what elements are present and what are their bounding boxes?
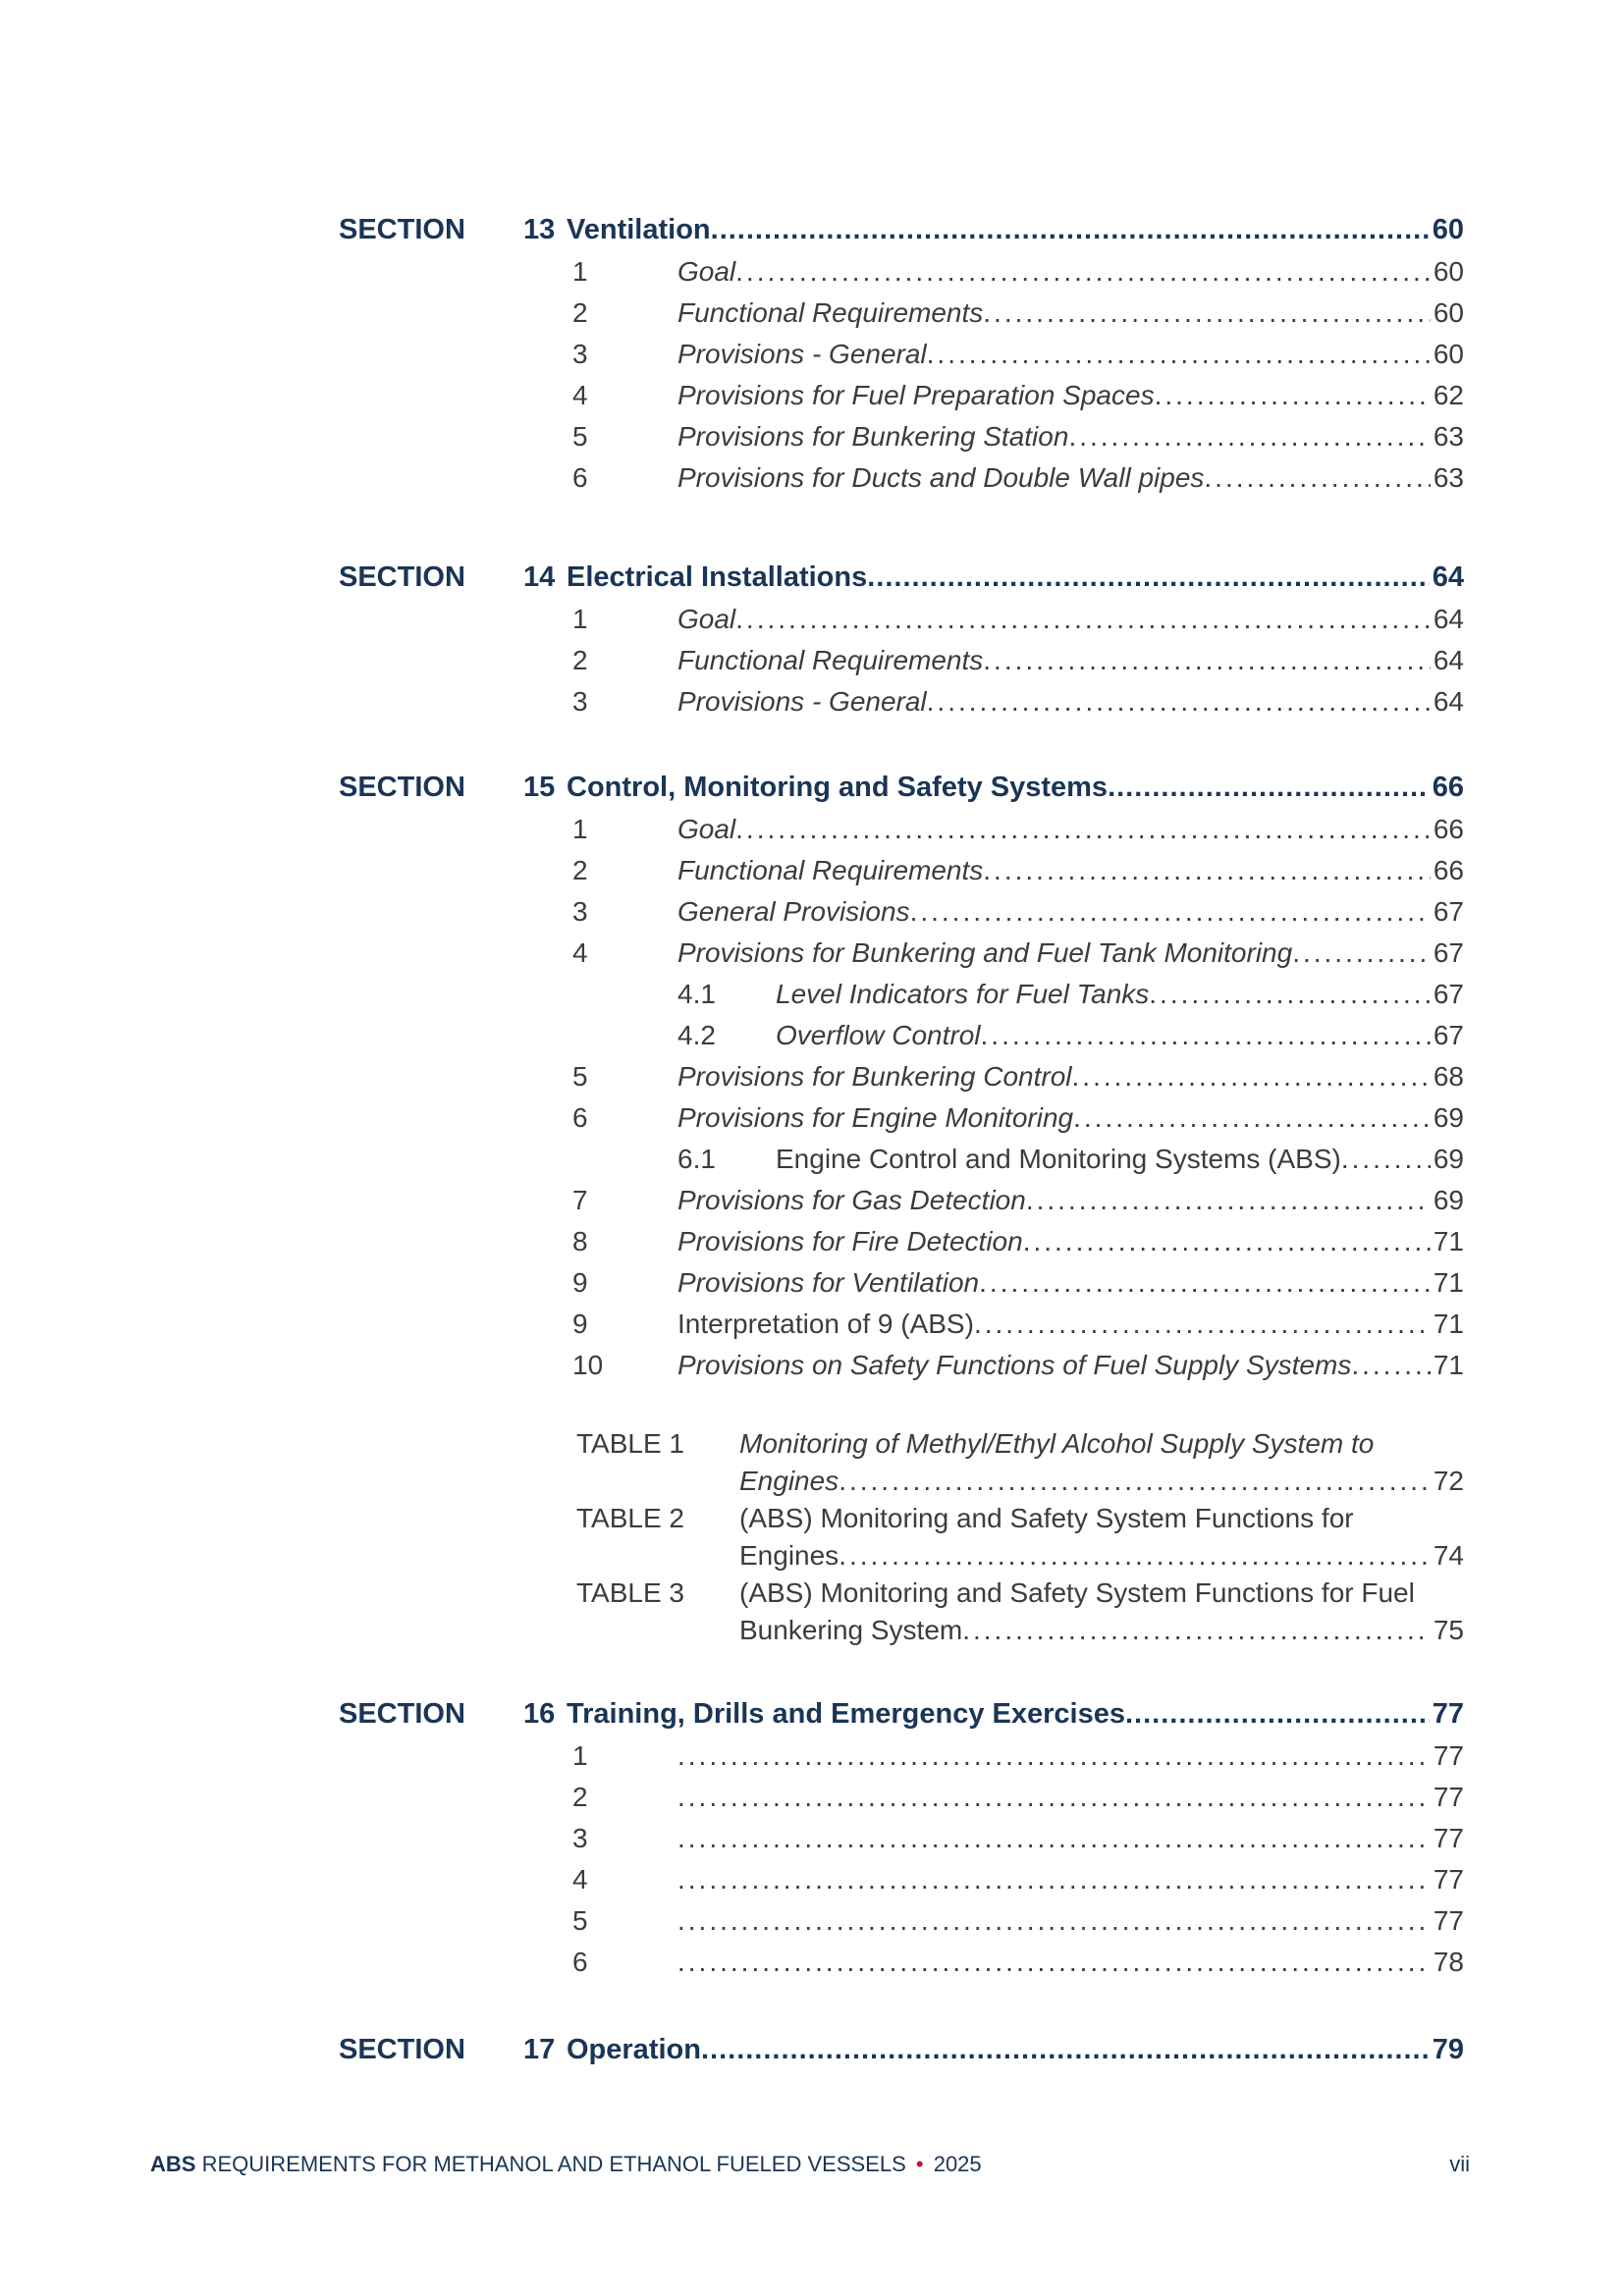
entry-page-number: 71 (1433, 1308, 1464, 1339)
entry-number: 4 (572, 380, 588, 410)
entry-number: 3 (572, 686, 588, 717)
section-page-number: 77 (1432, 1698, 1464, 1730)
entry-number: 3 (572, 896, 588, 927)
entry-page-number: 64 (1433, 645, 1464, 675)
section-number: 16 (523, 1698, 556, 1730)
table-title-line1: (ABS) Monitoring and Safety System Functions for (739, 1503, 1354, 1533)
toc-entry[interactable] (572, 1900, 1464, 1942)
toc-section-header[interactable] (339, 766, 1464, 809)
table-entry-title (739, 1575, 1464, 1649)
entry-page-number: 69 (1433, 1185, 1464, 1215)
dot-leader (711, 208, 1430, 251)
entry-number: 4.1 (677, 979, 716, 1009)
entry-title: Goal (677, 604, 736, 634)
entry-number: 5 (572, 1905, 588, 1936)
toc-entry[interactable] (572, 1180, 1464, 1221)
entry-page-number: 66 (1433, 855, 1464, 885)
entry-title: Goal (677, 256, 736, 287)
entry-number: 3 (572, 339, 588, 369)
table-list (339, 1425, 1464, 1649)
entry-title: Provisions for Ducts and Double Wall pipes (677, 462, 1205, 493)
dot-leader (839, 1537, 1431, 1575)
table-title-line2: Engines (739, 1466, 839, 1496)
entry-title: Provisions - General (677, 339, 927, 369)
entry-page-number: 63 (1433, 421, 1464, 452)
entry-title: Interpretation of 9 (ABS) (677, 1308, 974, 1339)
toc-section-13 (339, 208, 1464, 499)
entry-page-number: 62 (1433, 380, 1464, 410)
table-label: TABLE 1 (576, 1428, 684, 1459)
toc-entry[interactable] (572, 1859, 1464, 1900)
section-number: 17 (523, 2034, 556, 2065)
dot-leader (962, 1612, 1431, 1649)
table-label: TABLE 2 (576, 1503, 684, 1533)
entry-title: Overflow Control (776, 1020, 981, 1050)
toc-section-17 (339, 2028, 1464, 2071)
toc-section-header[interactable] (339, 2028, 1464, 2071)
entry-title: Functional Requirements (677, 855, 984, 885)
section-title: Electrical Installations (567, 561, 868, 593)
toc-entry[interactable] (572, 599, 1464, 640)
entry-page-number: 78 (1433, 1947, 1464, 1977)
dot-leader (677, 1942, 1431, 1983)
toc-section-14 (339, 556, 1464, 722)
dot-leader (1023, 1221, 1431, 1262)
table-label: TABLE 3 (576, 1577, 684, 1608)
section-label: SECTION (339, 772, 465, 803)
entry-number: 1 (572, 1740, 588, 1771)
table-title-line1: Monitoring of Methyl/Ethyl Alcohol Supply System to (739, 1428, 1375, 1459)
dot-leader (927, 334, 1431, 375)
dot-leader (981, 1015, 1431, 1056)
entry-page-number: 60 (1433, 256, 1464, 287)
dot-leader (927, 681, 1431, 722)
entry-number: 9 (572, 1267, 588, 1298)
toc-entry[interactable] (572, 334, 1464, 375)
section-number: 15 (523, 772, 556, 803)
entry-page-number: 67 (1433, 979, 1464, 1009)
entry-number: 4 (572, 937, 588, 968)
entry-title: General Provisions (677, 896, 910, 927)
toc-entry[interactable] (572, 891, 1464, 933)
toc-entry[interactable] (677, 1015, 1464, 1056)
section-page-number: 64 (1432, 561, 1464, 593)
footer-doc-title (150, 2152, 982, 2177)
dot-leader (677, 1859, 1431, 1900)
entry-title: Provisions - General (677, 686, 927, 717)
dot-leader (1292, 933, 1431, 974)
toc-table-entry[interactable] (576, 1425, 1464, 1500)
section-label: SECTION (339, 1698, 465, 1730)
dot-leader (735, 251, 1431, 293)
dot-leader (1108, 766, 1430, 809)
toc-entry[interactable] (572, 1942, 1464, 1983)
dot-leader (867, 556, 1430, 599)
dot-leader (677, 1777, 1431, 1818)
entry-number: 4.2 (677, 1020, 716, 1050)
toc-entry[interactable] (572, 457, 1464, 499)
toc-table-entry[interactable] (576, 1500, 1464, 1575)
entry-page-number: 67 (1433, 896, 1464, 927)
entry-page-number: 74 (1433, 1540, 1464, 1571)
toc-entry[interactable] (572, 1777, 1464, 1818)
dot-leader (677, 1900, 1431, 1942)
entry-number: 9 (572, 1308, 588, 1339)
entry-title: Functional Requirements (677, 645, 984, 675)
toc-entry[interactable] (572, 1304, 1464, 1345)
section-page-number: 66 (1432, 772, 1464, 803)
section-label: SECTION (339, 561, 465, 593)
section-title: Ventilation (567, 214, 711, 245)
entry-page-number: 77 (1433, 1864, 1464, 1895)
dot-leader (701, 2028, 1430, 2071)
toc-entry[interactable] (572, 1221, 1464, 1262)
entry-page-number: 64 (1433, 604, 1464, 634)
section-page-number: 79 (1432, 2034, 1464, 2065)
table-entry-title (739, 1500, 1464, 1575)
toc-entry[interactable] (572, 1262, 1464, 1304)
entry-page-number: 60 (1433, 297, 1464, 328)
dot-leader (910, 891, 1431, 933)
toc-entry[interactable] (572, 251, 1464, 293)
entry-title: Engine Control and Monitoring Systems (ABS) (776, 1144, 1341, 1174)
toc-entry[interactable] (572, 809, 1464, 850)
dot-leader (677, 1735, 1431, 1777)
dot-leader (735, 599, 1431, 640)
toc-entry[interactable] (572, 933, 1464, 974)
entry-page-number: 69 (1433, 1144, 1464, 1174)
entry-title: Provisions for Fire Detection (677, 1226, 1023, 1256)
toc-entry[interactable] (677, 974, 1464, 1015)
entry-page-number: 77 (1433, 1782, 1464, 1812)
footer-title-text: REQUIREMENTS FOR METHANOL AND ETHANOL FUELED VESSELS (201, 2152, 906, 2176)
dot-leader (1341, 1139, 1431, 1180)
toc-entry[interactable] (572, 293, 1464, 334)
toc-entry[interactable] (572, 640, 1464, 681)
dot-leader (1073, 1097, 1431, 1139)
entry-number: 5 (572, 1061, 588, 1092)
entry-page-number: 71 (1433, 1226, 1464, 1256)
toc-entry[interactable] (572, 375, 1464, 416)
entry-page-number: 64 (1433, 686, 1464, 717)
table-of-contents (339, 208, 1464, 2071)
toc-entry[interactable] (572, 1818, 1464, 1859)
entry-title: Provisions on Safety Functions of Fuel Supply Systems (677, 1350, 1352, 1380)
entry-page-number: 72 (1433, 1466, 1464, 1496)
dot-leader (983, 293, 1431, 334)
section-title: Control, Monitoring and Safety Systems (567, 772, 1109, 803)
entry-number: 10 (572, 1350, 604, 1380)
entry-title: Provisions for Bunkering Control (677, 1061, 1072, 1092)
section-title: Training, Drills and Emergency Exercises (567, 1698, 1125, 1730)
entry-page-number: 71 (1433, 1350, 1464, 1380)
dot-leader (839, 1463, 1431, 1500)
entry-number: 6 (572, 1947, 588, 1977)
section-label: SECTION (339, 214, 465, 245)
toc-section-16 (339, 1692, 1464, 1983)
entry-title: Provisions for Ventilation (677, 1267, 980, 1298)
dot-leader (677, 1818, 1431, 1859)
entry-number: 1 (572, 604, 588, 634)
dot-leader (1068, 416, 1430, 457)
page-footer (150, 2152, 1470, 2177)
entry-number: 6.1 (677, 1144, 716, 1174)
dot-leader (1026, 1180, 1431, 1221)
dot-leader (983, 850, 1431, 891)
entry-page-number: 77 (1433, 1905, 1464, 1936)
entry-page-number: 77 (1433, 1740, 1464, 1771)
entry-title: Provisions for Bunkering Station (677, 421, 1069, 452)
toc-entry[interactable] (572, 1735, 1464, 1777)
dot-leader (1149, 974, 1431, 1015)
dot-leader (974, 1304, 1431, 1345)
section-title: Operation (567, 2034, 701, 2065)
section-number: 13 (523, 214, 556, 245)
toc-section-header[interactable] (339, 556, 1464, 599)
entry-number: 1 (572, 256, 588, 287)
dot-leader (1351, 1345, 1431, 1386)
dot-leader (979, 1262, 1431, 1304)
entry-page-number: 77 (1433, 1823, 1464, 1853)
entry-title: Provisions for Fuel Preparation Spaces (677, 380, 1155, 410)
dot-leader (1125, 1692, 1430, 1735)
footer-separator-bullet: • (915, 2152, 924, 2176)
entry-page-number: 67 (1433, 937, 1464, 968)
table-title-line2: Engines (739, 1540, 839, 1571)
toc-entry[interactable] (572, 1097, 1464, 1139)
dot-leader (735, 809, 1431, 850)
toc-entry[interactable] (572, 1056, 1464, 1097)
entry-page-number: 63 (1433, 462, 1464, 493)
toc-entry[interactable] (572, 416, 1464, 457)
dot-leader (1072, 1056, 1431, 1097)
toc-section-header[interactable] (339, 208, 1464, 251)
entry-page-number: 67 (1433, 1020, 1464, 1050)
entry-number: 3 (572, 1823, 588, 1853)
entry-page-number: 66 (1433, 814, 1464, 844)
dot-leader (1155, 375, 1431, 416)
entry-number: 2 (572, 855, 588, 885)
section-page-number: 60 (1432, 214, 1464, 245)
entry-number: 6 (572, 462, 588, 493)
entry-page-number: 75 (1433, 1615, 1464, 1645)
dot-leader (1204, 457, 1430, 499)
table-entry-title (739, 1425, 1464, 1500)
entry-number: 7 (572, 1185, 588, 1215)
entry-number: 4 (572, 1864, 588, 1895)
section-label: SECTION (339, 2034, 465, 2065)
dot-leader (983, 640, 1431, 681)
entry-number: 6 (572, 1102, 588, 1133)
entry-number: 1 (572, 814, 588, 844)
entry-number: 2 (572, 645, 588, 675)
folio-page-number: vii (1449, 2152, 1470, 2176)
toc-section-header[interactable] (339, 1692, 1464, 1735)
entry-title: Provisions for Engine Monitoring (677, 1102, 1074, 1133)
abs-brand-label: ABS (150, 2152, 196, 2176)
toc-table-entry[interactable] (576, 1575, 1464, 1649)
table-title-line2: Bunkering System (739, 1615, 963, 1645)
table-title-line1: (ABS) Monitoring and Safety System Functions for Fuel (739, 1577, 1415, 1608)
toc-entry[interactable] (572, 1345, 1464, 1386)
entry-page-number: 71 (1433, 1267, 1464, 1298)
entry-title: Provisions for Gas Detection (677, 1185, 1026, 1215)
toc-entry[interactable] (572, 850, 1464, 891)
entry-page-number: 69 (1433, 1102, 1464, 1133)
entry-title: Provisions for Bunkering and Fuel Tank Monitoring (677, 937, 1293, 968)
toc-entry[interactable] (572, 681, 1464, 722)
entry-number: 5 (572, 421, 588, 452)
entry-number: 2 (572, 297, 588, 328)
entry-title: Functional Requirements (677, 297, 984, 328)
toc-entry[interactable] (677, 1139, 1464, 1180)
entry-title: Level Indicators for Fuel Tanks (776, 979, 1150, 1009)
entry-number: 8 (572, 1226, 588, 1256)
entry-title: Goal (677, 814, 736, 844)
entry-page-number: 60 (1433, 339, 1464, 369)
entry-number: 2 (572, 1782, 588, 1812)
footer-year: 2025 (933, 2152, 982, 2176)
entry-page-number: 68 (1433, 1061, 1464, 1092)
section-number: 14 (523, 561, 556, 593)
toc-section-15 (339, 766, 1464, 1649)
